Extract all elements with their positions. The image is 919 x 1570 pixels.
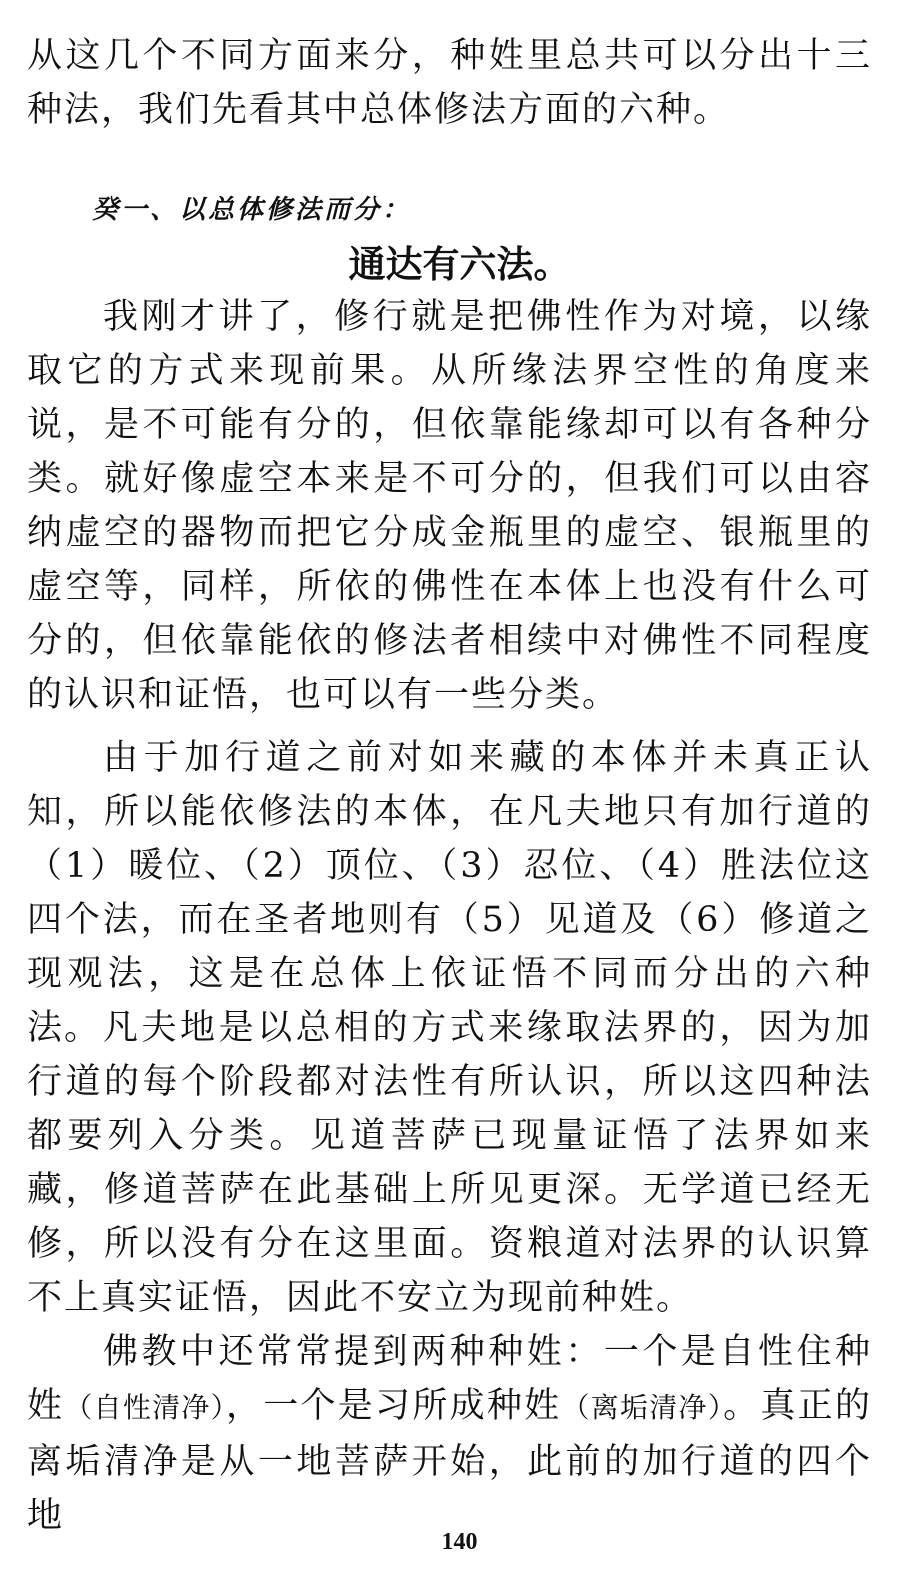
paragraph-4-note-1: （自性清净） <box>64 1391 226 1424</box>
paragraph-4-text-b: ，一个是习所成种姓 <box>225 1386 562 1426</box>
page-number: 140 <box>441 1529 478 1555</box>
intro-paragraph: 从这几个不同方面来分，种姓里总共可以分出十三种法，我们先看其中总体修法方面的六种。 <box>27 36 872 130</box>
paragraph-4-text-c: 。真正的离垢清净是从一地菩萨开始，此前的加行道的四个地 <box>27 1386 872 1536</box>
paragraph-4-text-a: 佛教中还常常提到两种种姓：一个是自性住种姓 <box>27 1332 872 1426</box>
body-paragraph-3: 凡夫地是以总相的方式来缘取法界的，因为加行道的每个阶段都对法性有所认识，所以这四种法都要列入分类。见道菩萨已现量证悟了法界如来藏，修道菩萨在此基础上所见更深。无学道已经无修，所以没有分在这里面。资粮道对法界的认识算不上真实证悟，因此不安立为现前种姓。 <box>27 1008 872 1318</box>
paragraph-4-note-2: （离垢清净） <box>561 1391 724 1424</box>
category-heading: 癸一、以总体修法而分： <box>92 195 412 225</box>
main-heading: 通达有六法。 <box>348 243 571 286</box>
body-paragraph-2: 由于加行道之前对如来藏的本体并未真正认知，所以能依修法的本体，在凡夫地只有加行道的（1）暖位、（2）顶位、（3）忍位、（4）胜法位这四个法，而在圣者地则有（5）见道及（6）修道之现观法，这是在总体上依证悟不同而分出的六种法。 <box>27 738 872 1048</box>
body-paragraph-4 <box>27 1325 872 1543</box>
body-paragraph-1: 我刚才讲了，修行就是把佛性作为对境，以缘取它的方式来现前果。从所缘法界空性的角度来说，是不可能有分的，但依靠能缘却可以有各种分类。就好像虚空本来是不可分的，但我们可以由容纳虚空的器物而把它分成金瓶里的虚空、银瓶里的虚空等，同样，所依的佛性在本体上也没有什么可分的，但依靠能依的修法者相续中对佛性不同程度的认识和证悟，也可以有一些分类。 <box>27 297 872 715</box>
